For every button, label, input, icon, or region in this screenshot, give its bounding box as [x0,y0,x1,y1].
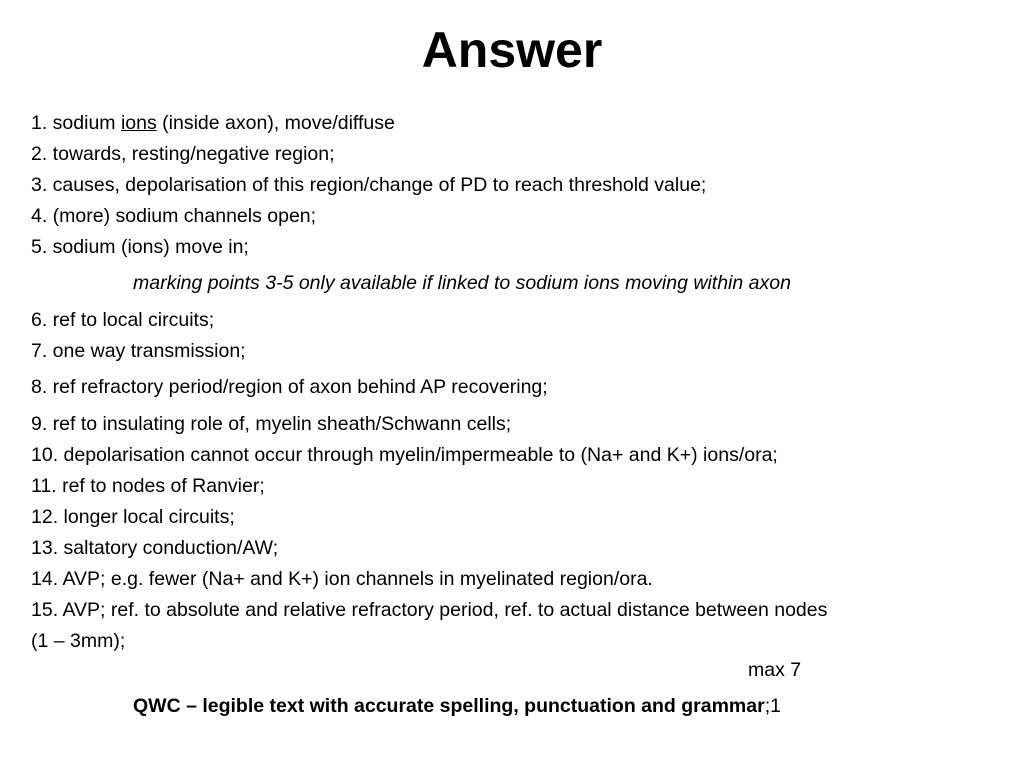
marking-point-7: 7. one way transmission; [31,340,246,362]
marking-point-15: 15. AVP; ref. to absolute and relative refractory period, ref. to actual distance between nodes [31,599,828,621]
marking-point-12: 12. longer local circuits; [31,506,235,528]
marking-point-13: 13. saltatory conduction/AW; [31,537,279,559]
slide-title: Answer [421,22,603,78]
marking-point-1-prefix: 1. sodium [31,112,121,134]
marking-point-5: 5. sodium (ions) move in; [31,236,249,258]
qwc-line [133,693,781,719]
marking-point-10: 10. depolarisation cannot occur through myelin/impermeable to (Na+ and K+) ions/ora; [31,444,778,466]
marking-point-9: 9. ref to insulating role of, myelin sheath/Schwann cells; [31,413,512,435]
marking-point-6: 6. ref to local circuits; [31,309,215,331]
max-marks: max 7 [748,659,802,681]
marking-point-1-suffix: (inside axon), move/diffuse [156,112,395,134]
marking-point-4: 4. (more) sodium channels open; [31,205,317,227]
qwc-criteria: QWC – legible text with accurate spelling, punctuation and grammar [133,695,765,717]
marking-note: marking points 3-5 only available if linked to sodium ions moving within axon [133,272,791,294]
marking-point-1 [31,110,395,136]
marking-point-14: 14. AVP; e.g. fewer (Na+ and K+) ion channels in myelinated region/ora. [31,568,653,590]
qwc-mark: ;1 [764,695,781,717]
marking-point-2: 2. towards, resting/negative region; [31,143,335,165]
marking-point-3: 3. causes, depolarisation of this region/change of PD to reach threshold value; [31,174,707,196]
marking-point-11: 11. ref to nodes of Ranvier; [31,475,265,497]
marking-point-15-continued: (1 – 3mm); [31,630,126,652]
marking-point-1-underlined: ions [120,112,157,134]
marking-point-8: 8. ref refractory period/region of axon behind AP recovering; [31,376,548,398]
